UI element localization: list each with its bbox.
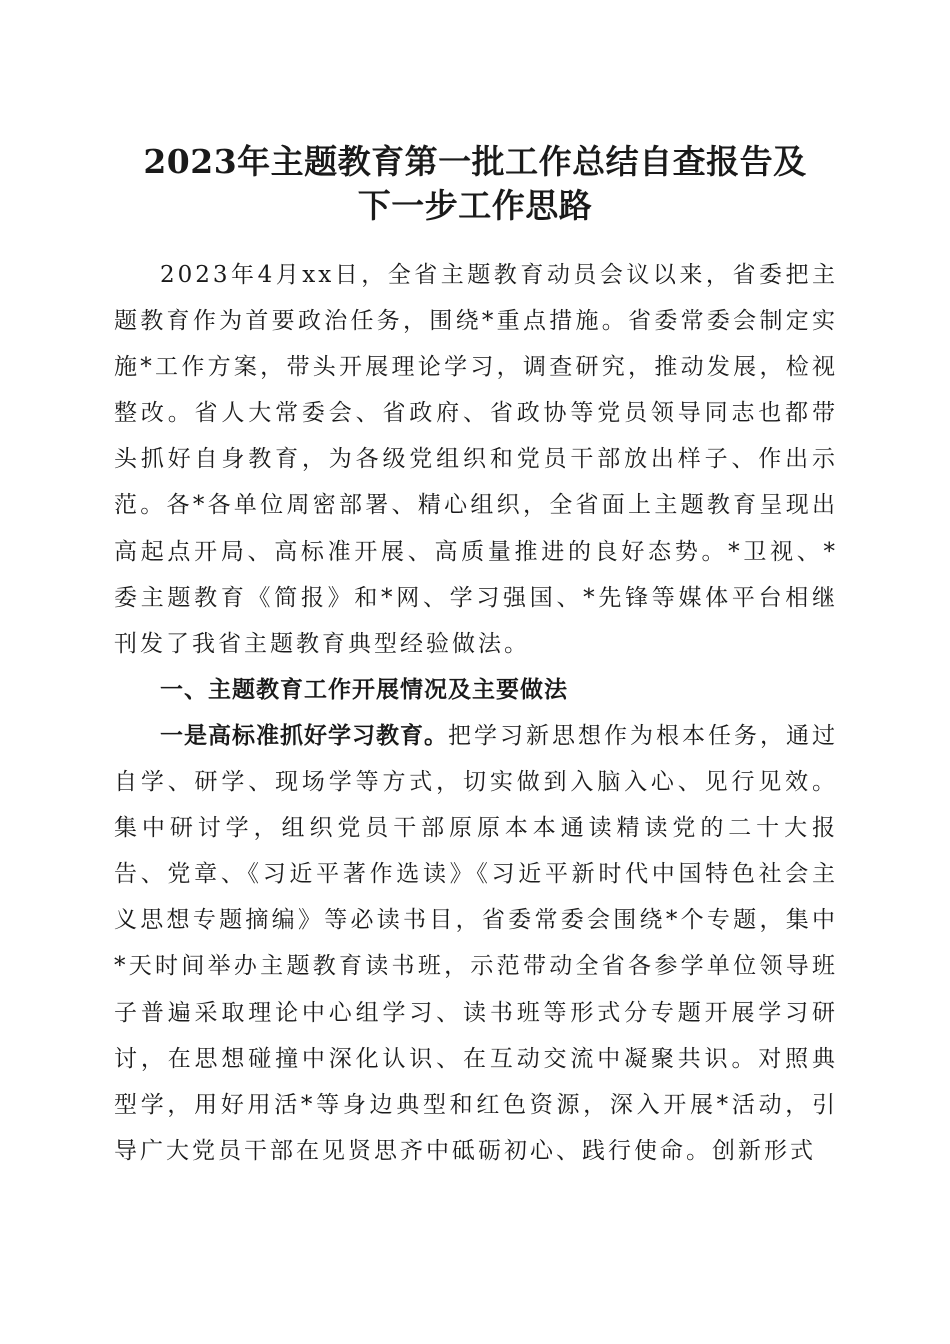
document-title-line-2: 下一步工作思路	[357, 186, 593, 225]
body-paragraph	[114, 713, 838, 1174]
intro-paragraph: 2023年4月xx日，全省主题教育动员会议以来，省委把主题教育作为首要政治任务，围绕*重点措施。省委常委会制定实施*工作方案，带头开展理论学习，调查研究，推动发展，检视整改。省人大常委会、省政府、省政协等党员领导同志也都带头抓好自身教育，为各级党组织和党员干部放出样子、作出示范。各*各单位周密部署、精心组织，全省面上主题教育呈现出高起点开局、高标准开展、高质量推进的良好态势。*卫视、*委主题教育《简报》和*网、学习强国、*先锋等媒体平台相继刊发了我省主题教育典型经验做法。	[114, 262, 838, 657]
document-title-line-1: 2023年主题教育第一批工作总结自查报告及	[143, 142, 807, 181]
section-heading: 一、主题教育工作开展情况及主要做法	[160, 676, 568, 703]
document-body	[114, 252, 838, 1174]
paragraph-text: 把学习新思想作为根本任务，通过自学、研学、现场学等方式，切实做到入脑入心、见行见效。集中研讨学，组织党员干部原原本本通读精读党的二十大报告、党章、《习近平著作选读》《习近平新时代中国特色社会主义思想专题摘编》等必读书目，省委常委会围绕*个专题，集中*天时间举办主题教育读书班，示范带动全省各参学单位领导班子普遍采取理论中心组学习、读书班等形式分专题开展学习研讨，在思想碰撞中深化认识、在互动交流中凝聚共识。对照典型学，用好用活*等身边典型和红色资源，深入开展*活动，引导广大党员干部在见贤思齐中砥砺初心、践行使命。创新形式	[114, 722, 838, 1164]
paragraph-lead: 一是高标准抓好学习教育。	[160, 722, 448, 749]
